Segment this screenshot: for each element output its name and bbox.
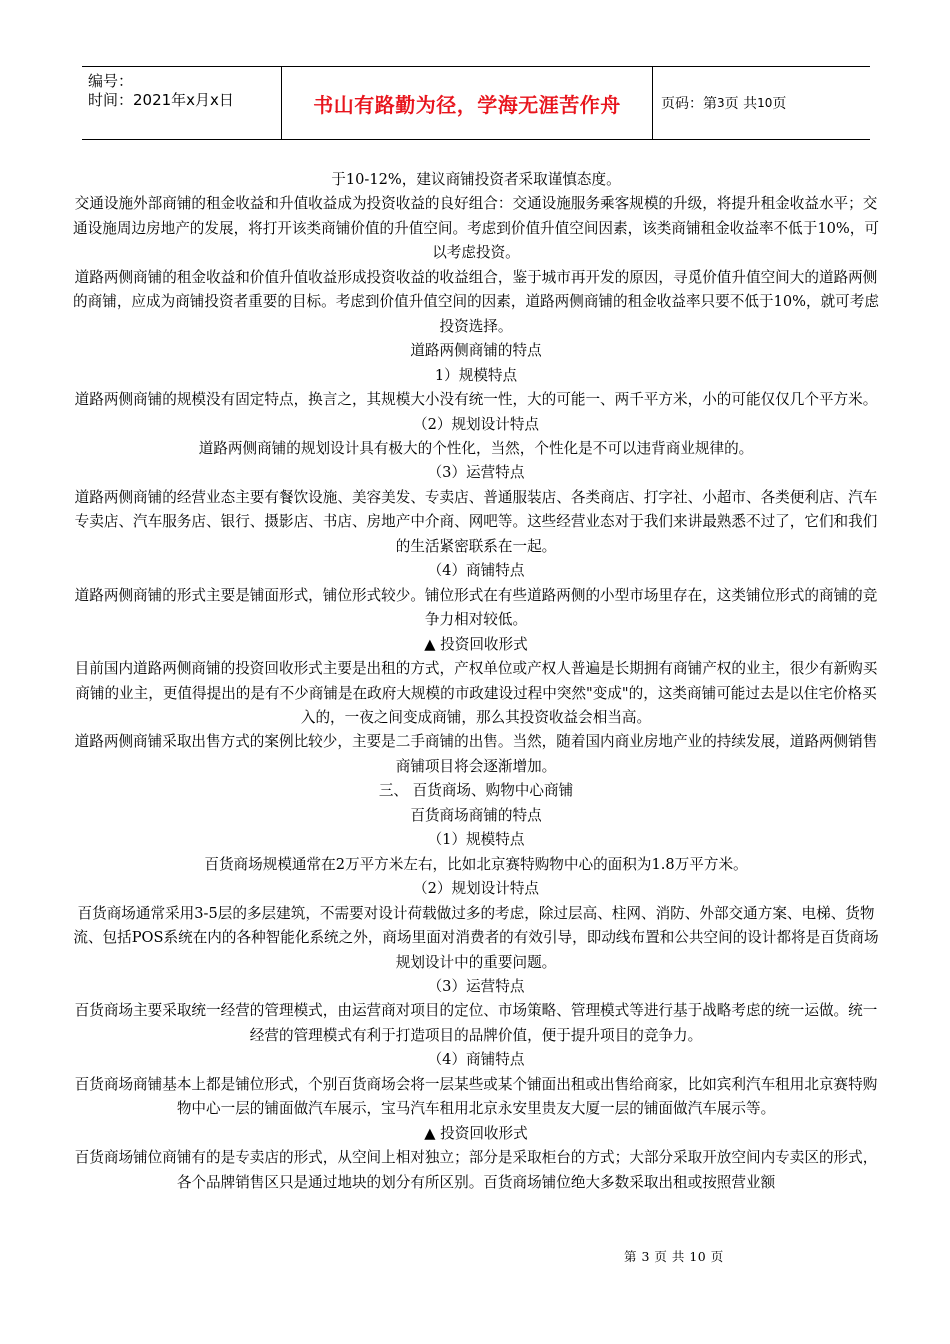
sub-heading: ▲ 投资回收形式 [424, 635, 528, 653]
page-end: 页 [772, 96, 787, 112]
paragraph: 道路两侧商铺的租金收益和价值升值收益形成投资收益的收益组合，鉴于城市再开发的原因，寻觅价值升值空间大的道路两侧的商铺，应成为商铺投资者重要的目标。考虑到价值升值空间的因素，道路两侧商铺的租金收益率只要不低于10%，就可考虑投资选择。 [73, 268, 879, 335]
paragraph: 目前国内道路两侧商铺的投资回收形式主要是出租的方式，产权单位或产权人普遍是长期拥有商铺产权的业主，很少有新购买商铺的业主，更值得提出的是有不少商铺是在政府大规模的市政建设过程中突然"变成"的，这类商铺可能过去是以住宅价格买入的，一夜之间变成商铺，那么其投资收益会相当高。 [74, 660, 878, 726]
sub-heading: （3）运营特点 [427, 977, 525, 995]
page-current: 3 [717, 96, 725, 110]
section-heading: 百货商场商铺的特点 [410, 806, 542, 824]
header-meta [82, 67, 282, 139]
document-body [72, 168, 880, 1195]
sub-heading: ▲ 投资回收形式 [424, 1124, 528, 1142]
paragraph: 百货商场规模通常在2万平方米左右，比如北京赛特购物中心的面积为1.8万平方米。 [204, 855, 748, 873]
page-total: 10 [757, 96, 773, 110]
page-label: 页码：第 [661, 96, 717, 112]
paragraph: 道路两侧商铺采取出售方式的案例比较少，主要是二手商铺的出售。当然，随着国内商业房地产业的持续发展，道路两侧销售商铺项目将会逐渐增加。 [74, 733, 878, 775]
paragraph: 道路两侧商铺的形式主要是铺面形式，铺位形式较少。铺位形式在有些道路两侧的小型市场里存在，这类铺位形式的商铺的竞争力相对较低。 [74, 586, 878, 629]
sub-heading: （2）规划设计特点 [412, 415, 540, 433]
paragraph: 百货商场铺位商铺有的是专卖店的形式，从空间上相对独立；部分是采取柜台的方式；大部分采取开放空间内专卖区的形式，各个品牌销售区只是通过地块的划分有所区别。百货商场铺位绝大多数采取出租或按照营业额 [74, 1149, 878, 1191]
paragraph: 百货商场主要采取统一经营的管理模式，由运营商对项目的定位、市场策略、管理模式等进行基于战略考虑的统一运做。统一经营的管理模式有利于打造项目的品牌价值，便于提升项目的竞争力。 [74, 1002, 878, 1044]
paragraph: 道路两侧商铺的规模没有固定特点，换言之，其规模大小没有统一性，大的可能一、两千平方米，小的可能仅仅几个平方米。 [74, 391, 878, 409]
sub-heading: （4）商铺特点 [427, 1051, 525, 1069]
section-heading: 三、 百货商场、购物中心商铺 [378, 782, 574, 800]
sub-heading: （2）规划设计特点 [412, 880, 540, 898]
paragraph: 交通设施外部商铺的租金收益和升值收益成为投资收益的良好组合：交通设施服务乘客规模的升级，将提升租金收益水平；交通设施周边房地产的发展，将打开该类商铺价值的升值空间。考虑到价值升值空间因素，该类商铺租金收益率不低于10%，可以考虑投资。 [73, 195, 879, 262]
page-header [82, 66, 870, 140]
sub-heading: 1）规模特点 [434, 366, 518, 384]
page-footer: 第 3 页 共 10 页 [624, 1249, 724, 1264]
section-heading: 道路两侧商铺的特点 [410, 342, 542, 360]
page-mid: 页 共 [724, 96, 758, 112]
sub-heading: （1）规模特点 [427, 831, 525, 849]
paragraph: 道路两侧商铺的经营业态主要有餐饮设施、美容美发、专卖店、普通服装店、各类商店、打字社、小超市、各类便利店、汽车专卖店、汽车服务店、银行、摄影店、书店、房地产中介商、网吧等。这些经营业态对于我们来讲最熟悉不过了，它们和我们的生活紧密联系在一起。 [74, 488, 878, 555]
paragraph: 百货商场商铺基本上都是铺位形式，个别百货商场会将一层某些或某个铺面出租或出售给商家，比如宾利汽车租用北京赛特购物中心一层的铺面做汽车展示，宝马汽车租用北京永安里贵友大厦一层的铺面做汽车展示等。 [74, 1075, 878, 1118]
sub-heading: （4）商铺特点 [427, 562, 525, 580]
header-page-number [653, 67, 870, 139]
paragraph: 于10-12%，建议商铺投资者采取谨慎态度。 [331, 171, 621, 188]
header-motto: 书山有路勤为径，学海无涯苦作舟 [282, 67, 653, 139]
paragraph: 百货商场通常采用3-5层的多层建筑，不需要对设计荷载做过多的考虑，除过层高、柱网、消防、外部交通方案、电梯、货物流、包括POS系统在内的各种智能化系统之外，商场里面对消费者的有效引导，即动线布置和公共空间的设计都将是百货商场规划设计中的重要问题。 [73, 904, 879, 971]
date-label: 时间：2021年x月x日 [88, 91, 234, 109]
number-label: 编号： [88, 72, 134, 90]
paragraph: 道路两侧商铺的规划设计具有极大的个性化，当然，个性化是不可以违背商业规律的。 [198, 439, 754, 457]
sub-heading: （3）运营特点 [427, 464, 525, 482]
